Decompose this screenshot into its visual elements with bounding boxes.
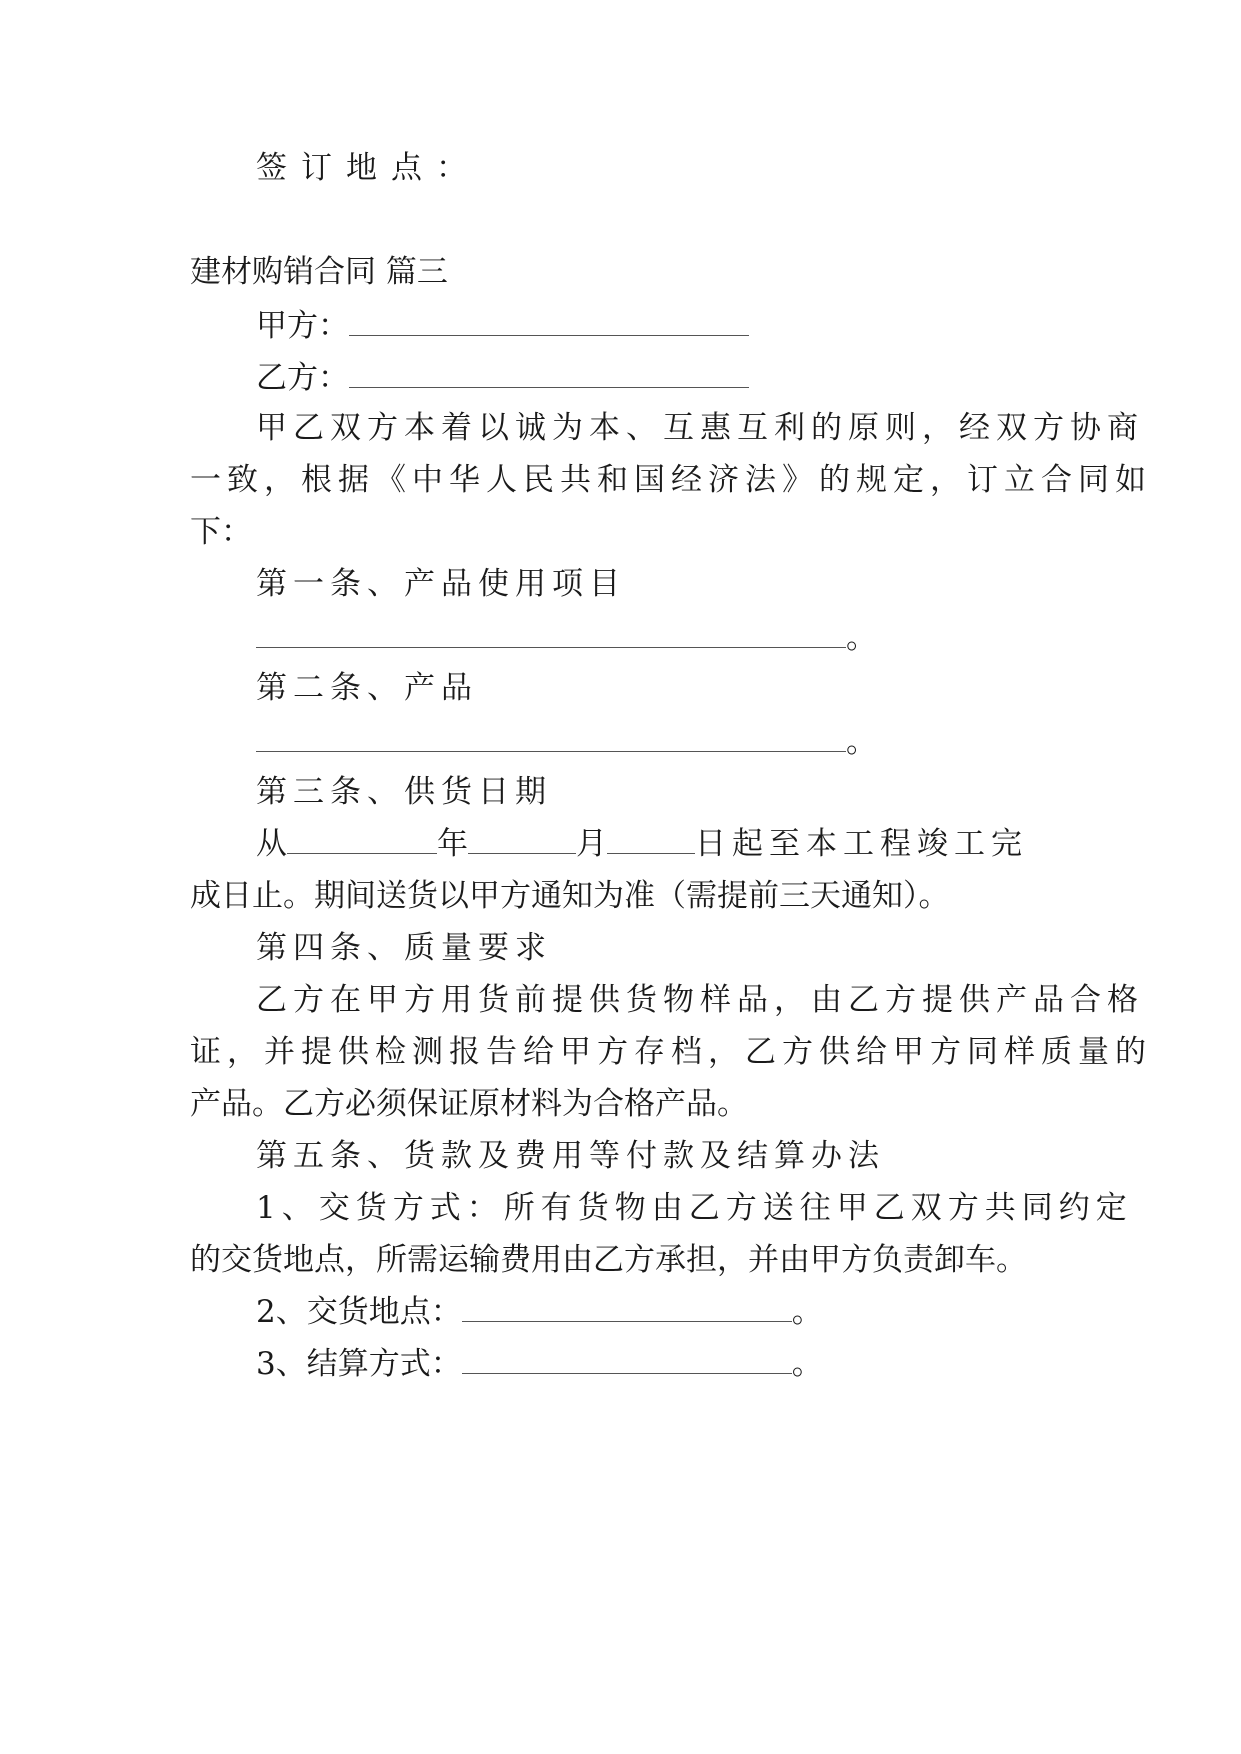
article-4-title: 第四条、质量要求: [256, 930, 552, 966]
party-b-label: 乙方：: [256, 360, 349, 396]
a3-tail: 日起至本工程竣工完: [695, 826, 1028, 862]
delivery-place-blank[interactable]: [462, 1295, 792, 1322]
article-5-item-1-line-1: 1、交货方式：所有货物由乙方送往甲乙双方共同约定: [256, 1190, 1133, 1226]
settlement-label: 3、结算方式：: [256, 1346, 462, 1382]
article-1-title: 第一条、产品使用项目: [256, 566, 626, 602]
a3-from: 从: [256, 826, 287, 862]
year-blank[interactable]: [287, 827, 437, 854]
contract-heading: 建材购销合同 篇三: [190, 254, 448, 290]
article-2-blank-row: [256, 722, 1116, 762]
a3-year: 年: [437, 826, 468, 862]
delivery-place-label: 2、交货地点：: [256, 1294, 462, 1330]
article-2-title: 第二条、产品: [256, 670, 478, 706]
article-1-period: 。: [846, 620, 877, 656]
article-2-period: 。: [846, 724, 877, 760]
party-a-row: [256, 306, 1116, 346]
article-1-blank[interactable]: [256, 621, 846, 648]
article-1-blank-row: [256, 618, 1116, 658]
article-3-date-row: [256, 824, 1116, 864]
signing-place-label: 签订地点：: [256, 150, 481, 186]
article-2-blank[interactable]: [256, 725, 846, 752]
intro-line-3: 下：: [190, 514, 252, 550]
article-5-item-2-row: [256, 1292, 1116, 1332]
article-3-title: 第三条、供货日期: [256, 774, 552, 810]
intro-line-1: 甲乙双方本着以诚为本、互惠互利的原则，经双方协商: [256, 410, 1144, 446]
party-a-label: 甲方：: [256, 308, 349, 344]
article-5-item-1-line-2: 的交货地点，所需运输费用由乙方承担，并由甲方负责卸车。: [190, 1242, 1027, 1278]
a3-month: 月: [576, 826, 607, 862]
party-b-blank[interactable]: [349, 361, 749, 388]
article-4-line-3: 产品。乙方必须保证原材料为合格产品。: [190, 1086, 748, 1122]
article-5-item-3-row: [256, 1344, 1116, 1384]
month-blank[interactable]: [468, 827, 576, 854]
delivery-place-period: 。: [791, 1294, 823, 1330]
settlement-period: 。: [791, 1346, 823, 1382]
article-4-line-2: 证，并提供检测报告给甲方存档，乙方供给甲方同样质量的: [190, 1034, 1152, 1070]
article-3-line-2: 成日止。期间送货以甲方通知为准（需提前三天通知）。: [190, 878, 950, 914]
settlement-blank[interactable]: [462, 1347, 792, 1374]
party-b-row: [256, 358, 1116, 398]
article-4-line-1: 乙方在甲方用货前提供货物样品，由乙方提供产品合格: [256, 982, 1144, 1018]
party-a-blank[interactable]: [349, 309, 749, 336]
day-blank[interactable]: [607, 827, 695, 854]
article-5-title: 第五条、货款及费用等付款及结算办法: [256, 1138, 885, 1174]
intro-line-2: 一致，根据《中华人民共和国经济法》的规定，订立合同如: [190, 462, 1152, 498]
